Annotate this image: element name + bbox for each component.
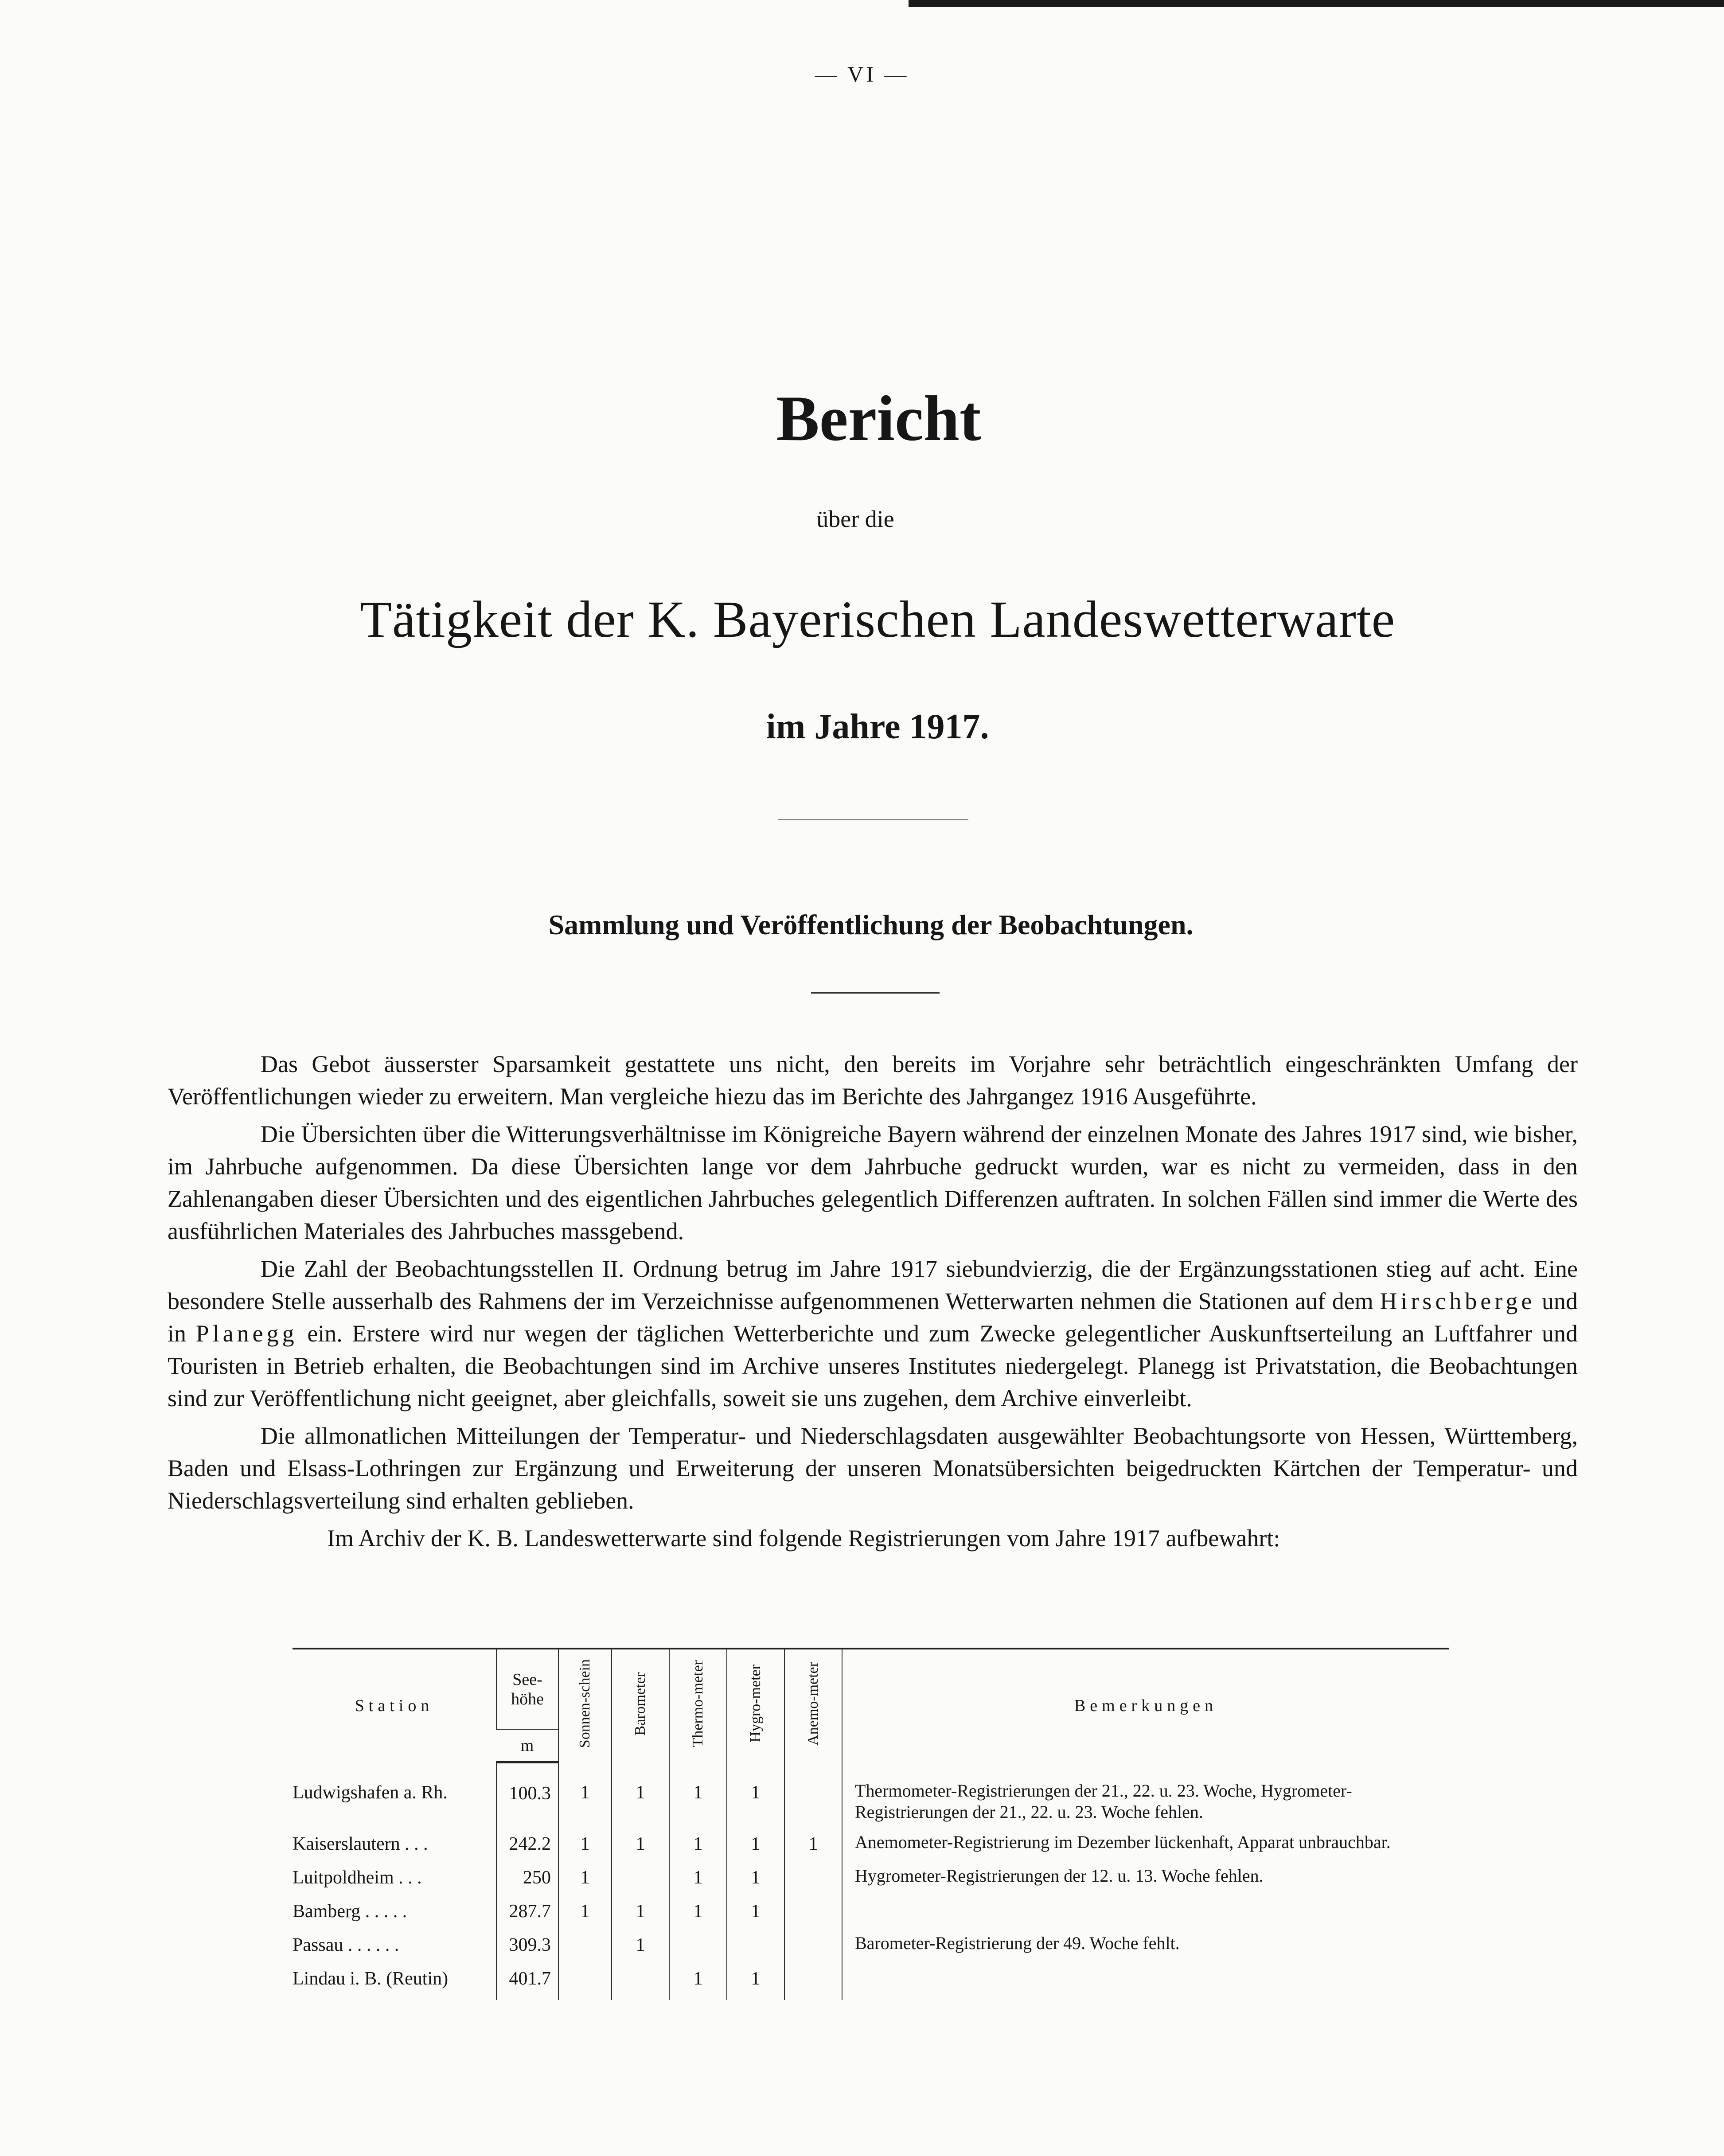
- record-baro: [612, 1865, 669, 1899]
- record-anemo: 1: [784, 1832, 842, 1865]
- station-name: Bamberg . . . . .: [293, 1901, 407, 1922]
- registrations-table: [293, 1648, 1449, 2000]
- station-remark: Thermometer-Registrierungen der 21., 22. u. 23. Woche, Hygrometer-Registrierungen der 21., 22. u. 23. Woche fehlen.: [842, 1762, 1449, 1832]
- header-unit: m: [496, 1730, 558, 1762]
- record-anemo: [784, 1865, 842, 1899]
- station-height: 242.2: [496, 1832, 558, 1865]
- report-over: über die: [816, 506, 894, 532]
- record-baro: 1: [612, 1762, 669, 1832]
- record-baro: 1: [612, 1899, 669, 1933]
- record-thermo: 1: [669, 1966, 727, 2000]
- record-anemo: [784, 1933, 842, 1966]
- record-thermo: 1: [669, 1762, 727, 1832]
- station-remark: Hygrometer-Registrierungen der 12. u. 13. Woche fehlen.: [842, 1865, 1449, 1899]
- table-row: [293, 1832, 1449, 1865]
- station-height: 250: [496, 1865, 558, 1899]
- report-year: im Jahre 1917.: [766, 707, 989, 746]
- table-row: [293, 1933, 1449, 1966]
- report-subtitle: Tätigkeit der K. Bayerischen Landeswetterwarte: [359, 590, 1396, 648]
- record-hygro: 1: [727, 1899, 784, 1933]
- page-number: — VI —: [815, 62, 909, 86]
- station-remark: Barometer-Registrierung der 49. Woche fehlt.: [842, 1933, 1449, 1966]
- header-station: Station: [293, 1649, 496, 1762]
- page-top-edge: [909, 0, 1724, 7]
- record-baro: [612, 1966, 669, 2000]
- place-hirschberge: Hirschberge: [1380, 1288, 1536, 1314]
- body-text: [168, 1048, 1578, 1560]
- section-divider: [811, 992, 940, 994]
- station-height: 309.3: [496, 1933, 558, 1966]
- record-hygro: 1: [727, 1762, 784, 1832]
- record-sonne: [558, 1933, 612, 1966]
- header-seehoehe: See-höhe: [496, 1649, 558, 1730]
- station-name: Kaiserslautern . . .: [293, 1833, 428, 1854]
- paragraph-4: Die allmonatlichen Mitteilungen der Temperatur- und Niederschlagsdaten ausgewählter Beobachtungsorte von Hessen, Württemberg, Baden und Elsass-Lothringen zur Ergänzung und Erweiterung der unseren Monatsübersichten beigedruckten Kärtchen der Temperatur- und Niederschlagsverteilung sind erhalten geblieben.: [168, 1423, 1578, 1514]
- record-anemo: [784, 1966, 842, 2000]
- record-sonne: 1: [558, 1762, 612, 1832]
- station-name: Luitpoldheim . . .: [293, 1867, 422, 1888]
- record-sonne: 1: [558, 1865, 612, 1899]
- station-height: 100.3: [496, 1762, 558, 1832]
- station-name: Passau . . . . . .: [293, 1934, 399, 1955]
- station-remark: [842, 1966, 1449, 2000]
- station-remark: Anemometer-Registrierung im Dezember lückenhaft, Apparat unbrauchbar.: [842, 1832, 1449, 1865]
- station-name: Lindau i. B. (Reutin): [293, 1968, 449, 1989]
- table-row: [293, 1966, 1449, 2000]
- record-hygro: 1: [727, 1966, 784, 2000]
- divider-rule: [778, 819, 968, 820]
- header-thermometer: Thermo-meter: [669, 1649, 727, 1762]
- station-remark: [842, 1899, 1449, 1933]
- table-row: [293, 1899, 1449, 1933]
- section-heading: Sammlung und Veröffentlichung der Beobachtungen.: [548, 909, 1194, 940]
- station-height: 287.7: [496, 1899, 558, 1933]
- record-baro: 1: [612, 1933, 669, 1966]
- paragraph-3: [168, 1253, 1578, 1415]
- record-anemo: [784, 1899, 842, 1933]
- header-bemerkungen: Bemerkungen: [842, 1649, 1449, 1762]
- table-row: [293, 1865, 1449, 1899]
- record-thermo: 1: [669, 1832, 727, 1865]
- paragraph-3-part-c: ein. Erstere wird nur wegen der täglichen Wetterberichte und zum Zwecke gelegentlicher Auskunftserteilung an Luftfahrer und Touristen in Betrieb erhalten, die Beobachtungen sind im Archive unseres Institutes niedergelegt. Planegg ist Privatstation, die Beobachtungen sind zur Veröffentlichung nicht geeignet, aber gleichfalls, soweit sie uns zugehen, dem Archive einverleibt.: [168, 1320, 1578, 1411]
- station-height: 401.7: [496, 1966, 558, 2000]
- record-thermo: 1: [669, 1899, 727, 1933]
- header-hygrometer: Hygro-meter: [727, 1649, 784, 1762]
- record-sonne: [558, 1966, 612, 2000]
- record-hygro: [727, 1933, 784, 1966]
- record-sonne: 1: [558, 1832, 612, 1865]
- place-planegg: Planegg: [195, 1320, 298, 1347]
- record-baro: 1: [612, 1832, 669, 1865]
- record-thermo: 1: [669, 1865, 727, 1899]
- report-title: Bericht: [776, 382, 981, 454]
- record-hygro: 1: [727, 1832, 784, 1865]
- paragraph-2: Die Übersichten über die Witterungsverhältnisse im Königreiche Bayern während der einzelnen Monate des Jahres 1917 sind, wie bisher, im Jahrbuche aufgenommen. Da diese Übersichten lange vor dem Jahrbuche gedruckt wurden, war es nicht zu vermeiden, dass in den Zahlenangaben dieser Übersichten und des eigentlichen Jahrbuches gelegentlich Differenzen auftraten. In solchen Fällen sind immer die Werte des ausführlichen Materiales des Jahrbuches massgebend.: [168, 1121, 1578, 1244]
- paragraph-3-part-b: und in: [168, 1288, 1578, 1347]
- header-sonnenschein: Sonnen-schein: [558, 1649, 612, 1762]
- record-thermo: [669, 1933, 727, 1966]
- record-sonne: 1: [558, 1899, 612, 1933]
- header-anemometer: Anemo-meter: [784, 1649, 842, 1762]
- station-name: Ludwigshafen a. Rh.: [293, 1782, 448, 1803]
- record-anemo: [784, 1762, 842, 1832]
- table-row: [293, 1762, 1449, 1832]
- paragraph-5: Im Archiv der K. B. Landeswetterwarte sind folgende Registrierungen vom Jahre 1917 aufbewahrt:: [327, 1525, 1280, 1552]
- paragraph-3-part-a: Die Zahl der Beobachtungsstellen II. Ordnung betrug im Jahre 1917 siebundvierzig, die der Ergänzungsstationen stieg auf acht. Eine besondere Stelle ausserhalb des Rahmens der im Verzeichnisse aufgenommenen Wetterwarten nehmen die Stationen auf dem: [168, 1255, 1578, 1314]
- record-hygro: 1: [727, 1865, 784, 1899]
- paragraph-1: Das Gebot äusserster Sparsamkeit gestattete uns nicht, den bereits im Vorjahre sehr beträchtlich eingeschränkten Umfang der Veröffentlichungen wieder zu erweitern. Man vergleiche hiezu das im Berichte des Jahrgangez 1916 Ausgeführte.: [168, 1051, 1578, 1110]
- header-barometer: Barometer: [612, 1649, 669, 1762]
